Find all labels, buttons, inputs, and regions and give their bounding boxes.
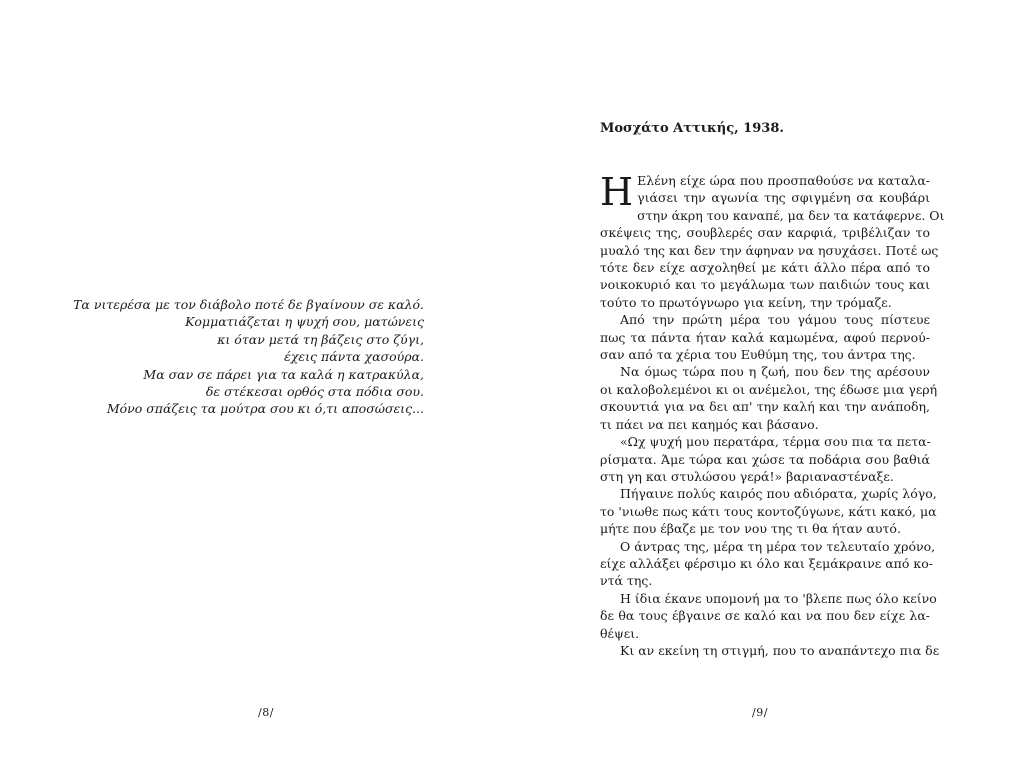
text-line: Η ίδια έκανε υπομονή μα το 'βλεπε πως όλο κείνο: [620, 590, 937, 606]
text-line: Να όμως τώρα που η ζωή, που δεν της αρέσουν: [620, 364, 930, 380]
text-line: σκέψεις της, σουβλερές σαν καρφιά, τριβέλιζαν το: [600, 225, 930, 241]
text-line: το 'νιωθε πως κάτι τους κοντοζύγωνε, κάτι κακό, μα: [600, 503, 937, 519]
text-line: νοικοκυριό και το μεγάλωμα των παιδιών τους και: [600, 277, 930, 293]
paragraph: [600, 538, 936, 590]
epigraph: [44, 296, 424, 418]
page-number-left: /8/: [258, 706, 274, 719]
text-line: Ελένη είχε ώρα που προσπαθούσε να καταλα-: [637, 173, 930, 188]
epigraph-line: Τα νιτερέσα με τον διάβολο ποτέ δε βγαίνουν σε καλό.: [73, 297, 424, 312]
paragraph: [600, 363, 938, 433]
text-line: τότε δεν είχε ασχοληθεί με κάτι άλλο πέρα από το: [600, 260, 930, 276]
page-number-right: /9/: [752, 706, 768, 719]
text-line: τι πάει να πει καημός και βάσανο.: [600, 416, 819, 432]
paragraph: [600, 642, 940, 659]
text-line: Κι αν εκείνη τη στιγμή, που το αναπάντεχο πια δε: [620, 642, 940, 658]
text-line: είχε αλλάξει φέρσιμο κι όλο και ξεμάκραινε από κο-: [600, 555, 933, 571]
epigraph-line: κι όταν μετά τη βάζεις στο ζύγι,: [217, 331, 424, 347]
paragraph: [600, 590, 937, 642]
chapter-title: Μοσχάτο Αττικής, 1938.: [600, 121, 784, 136]
text-line: ντά της.: [600, 573, 653, 589]
epigraph-line: έχεις πάντα χασούρα.: [284, 349, 424, 365]
text-line: θέψει.: [600, 625, 640, 641]
body-text: [600, 170, 945, 659]
text-line: στη γη και στυλώσου γερά!» βαριαναστέναξε.: [600, 468, 894, 484]
epigraph-line: Κομματιάζεται η ψυχή σου, ματώνεις: [185, 314, 424, 330]
text-line: Από την πρώτη μέρα του γάμου τους πίστευε: [620, 312, 930, 328]
text-line: ρίσματα. Άμε τώρα και χώσε τα ποδάρια σου βαθιά: [600, 451, 930, 467]
epigraph-line: δε στέκεσαι ορθός στα πόδια σου.: [205, 384, 424, 400]
text-line: «Ωχ ψυχή μου περατάρα, τέρμα σου πια τα πετα-: [620, 434, 931, 450]
text-line: πως τα πάντα ήταν καλά καμωμένα, αφού περνού-: [600, 329, 930, 345]
first-paragraph: [600, 170, 945, 311]
text-line: στην άκρη του καναπέ, μα δεν τα κατάφερνε. Οι: [637, 207, 945, 223]
text-line: οι καλοβολεμένοι κι οι ανέμελοι, της έδωσε μια γερή: [600, 381, 938, 397]
text-line: γιάσει την αγωνία της σφιγμένη σα κουβάρι: [637, 190, 930, 206]
paragraph: [600, 485, 937, 537]
text-line: σκουντιά για να δει απ' την καλή και την ανάποδη,: [600, 399, 930, 415]
paragraph: [600, 311, 930, 363]
text-line: Ο άντρας της, μέρα τη μέρα τον τελευταίο χρόνο,: [620, 538, 936, 554]
epigraph-line: Μόνο σπάζεις τα μούτρα σου κι ό,τι αποσώσεις...: [106, 401, 424, 417]
text-line: Πήγαινε πολύς καιρός που αδιόρατα, χωρίς λόγο,: [620, 486, 937, 502]
paragraph: [600, 433, 930, 485]
epigraph-line: Μα σαν σε πάρει για τα καλά η κατρακύλα,: [143, 366, 424, 382]
text-line: σαν από τα χέρια του Ευθύμη της, του άντρα της.: [600, 347, 916, 363]
text-line: τούτο το πρωτόγνωρο για κείνη, την τρόμαζε.: [600, 294, 892, 310]
dropcap-letter: Η: [600, 170, 634, 214]
text-line: μήτε που έβαζε με τον νου της τι θα ήταν αυτό.: [600, 521, 901, 537]
text-line: μυαλό της και δεν την άφηναν να ησυχάσει. Ποτέ ως: [600, 242, 939, 258]
right-page: [512, 0, 1024, 777]
text-line: δε θα τους έβγαινε σε καλό και να που δεν είχε λα-: [600, 608, 930, 624]
